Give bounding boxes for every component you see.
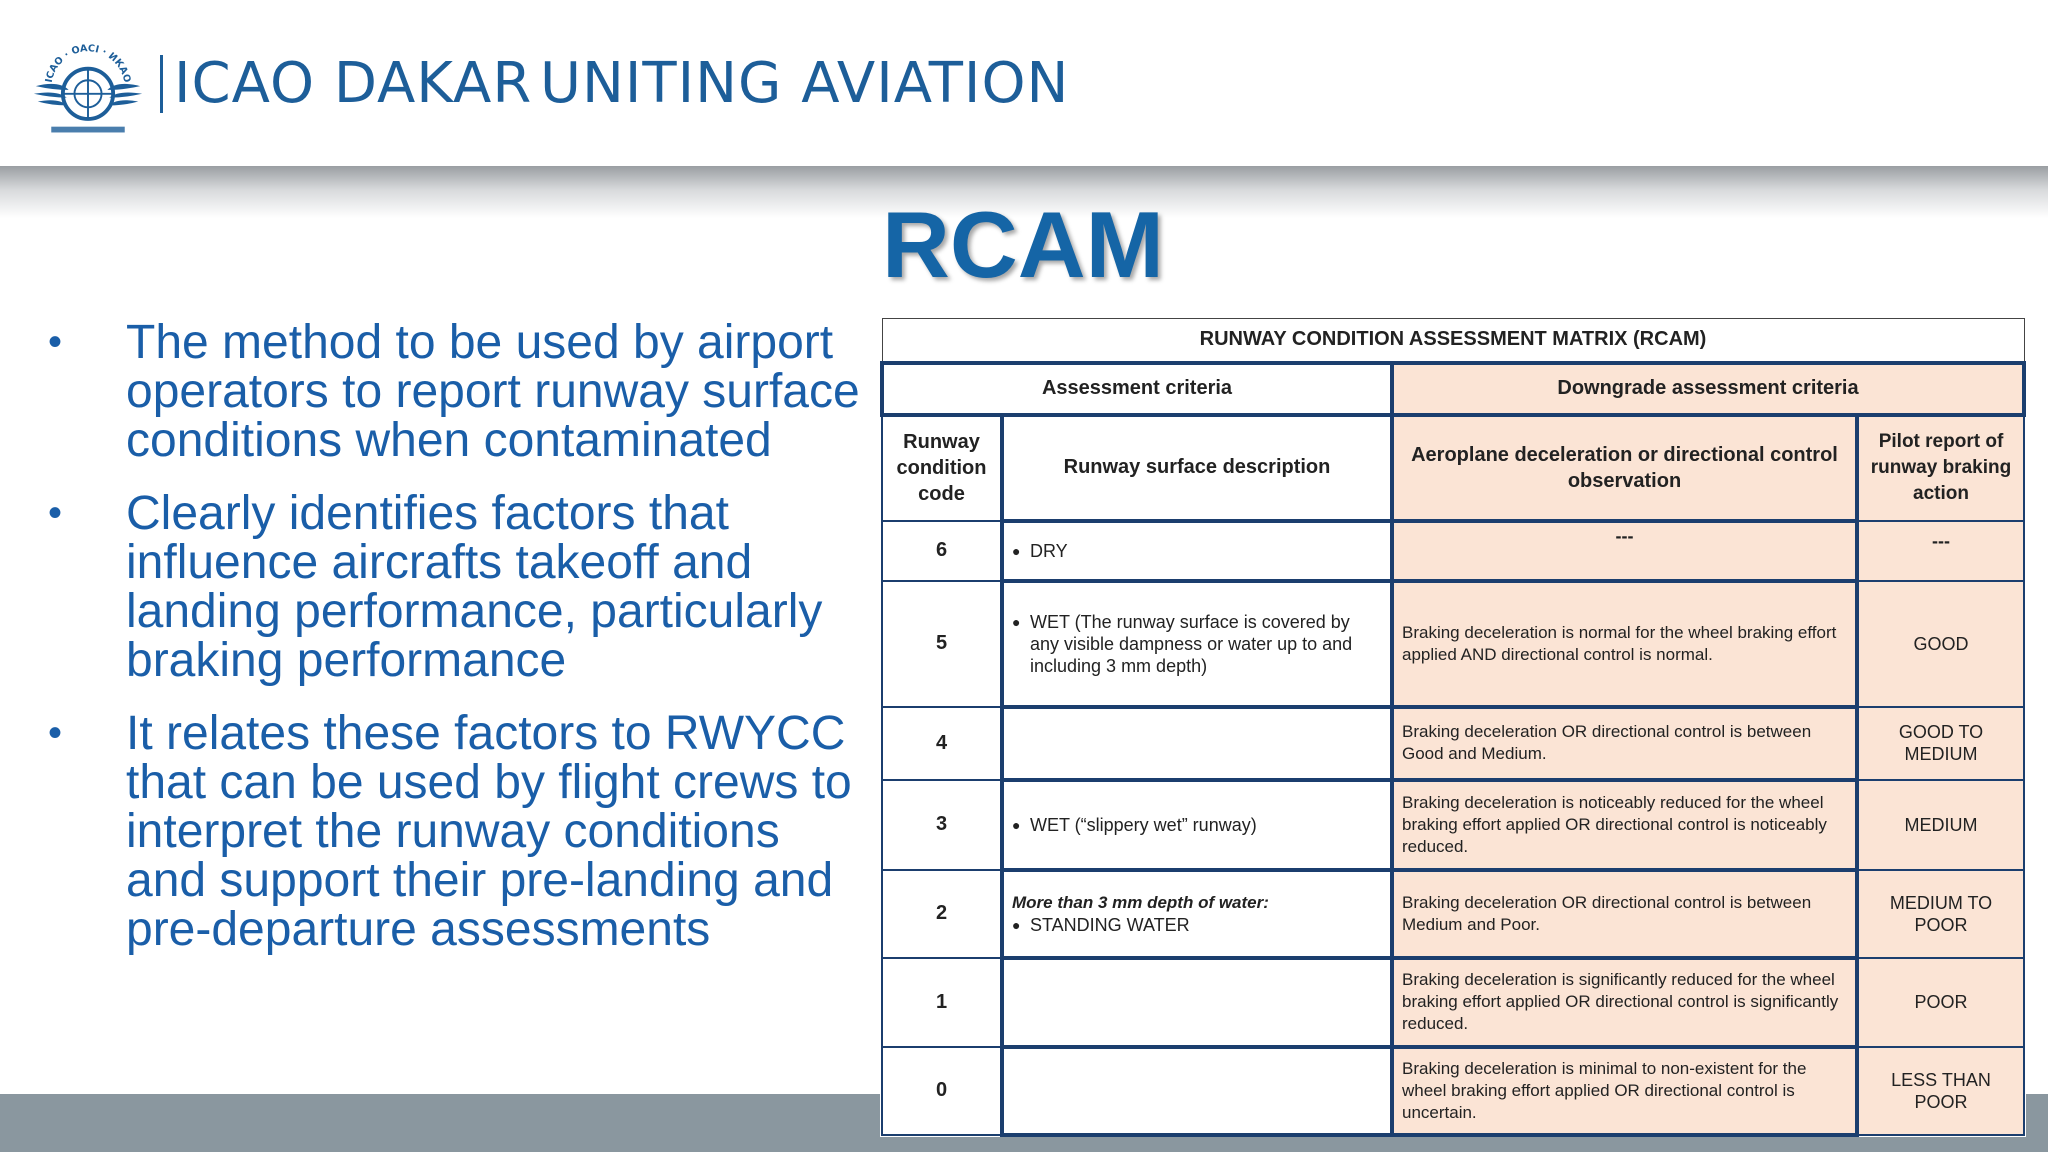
table-caption: RUNWAY CONDITION ASSESSMENT MATRIX (RCAM) bbox=[882, 319, 2024, 363]
table-row bbox=[882, 780, 2024, 870]
row-code: 4 bbox=[882, 707, 1002, 780]
row-surface: More than 3 mm depth of water: ● STANDING WATER bbox=[1002, 870, 1392, 958]
row-surface bbox=[1002, 707, 1392, 780]
slogan: UNITING AVIATION bbox=[540, 51, 1070, 116]
row-observation: Braking deceleration is significantly reduced for the wheel braking effort applied OR directional control is significantly reduced. bbox=[1392, 958, 1857, 1047]
row-code: 5 bbox=[882, 581, 1002, 707]
col-header-surface: Runway surface description bbox=[1002, 415, 1392, 521]
table-row bbox=[882, 707, 2024, 780]
col-header-pilot: Pilot report of runway braking action bbox=[1857, 415, 2024, 521]
bullet-list bbox=[40, 318, 870, 978]
bullet-dot-icon: • bbox=[48, 711, 63, 755]
table-row bbox=[882, 958, 2024, 1047]
row-pilot: GOOD TO MEDIUM bbox=[1857, 707, 2024, 780]
row-code: 0 bbox=[882, 1047, 1002, 1135]
rcam-table bbox=[880, 318, 2026, 1137]
row-pilot: POOR bbox=[1857, 958, 2024, 1047]
bullet-dot-icon: ● bbox=[1012, 816, 1021, 833]
row-observation: Braking deceleration is minimal to non-existent for the wheel braking effort applied OR directional control is uncertain. bbox=[1392, 1047, 1857, 1135]
bullet-item: • Clearly identifies factors that influence aircrafts takeoff and landing performance, particularly braking performance bbox=[48, 487, 823, 687]
bullet-dot-icon: ● bbox=[1012, 542, 1021, 559]
row-code: 2 bbox=[882, 870, 1002, 958]
svg-text:ICAO · OACI · ИКАО: ICAO · OACI · ИКАО bbox=[43, 43, 133, 84]
row-pilot: --- bbox=[1857, 521, 2024, 581]
row-surface bbox=[1002, 1047, 1392, 1135]
table-row bbox=[882, 1047, 2024, 1135]
table-row bbox=[882, 521, 2024, 581]
group-header-downgrade: Downgrade assessment criteria bbox=[1392, 363, 2024, 415]
row-pilot: MEDIUM bbox=[1857, 780, 2024, 870]
slide-title: RCAM bbox=[882, 192, 1164, 297]
table-row bbox=[882, 581, 2024, 707]
logo-divider bbox=[160, 55, 163, 113]
row-observation: Braking deceleration is noticeably reduced for the wheel braking effort applied OR directional control is noticeably reduced. bbox=[1392, 780, 1857, 870]
col-header-code: Runway condition code bbox=[882, 415, 1002, 521]
row-pilot: MEDIUM TO POOR bbox=[1857, 870, 2024, 958]
org-name: ICAO DAKAR bbox=[174, 51, 533, 116]
bullet-item: • The method to be used by airport operators to report runway surface conditions when contaminated bbox=[48, 316, 860, 467]
row-pilot: GOOD bbox=[1857, 581, 2024, 707]
row-code: 6 bbox=[882, 521, 1002, 581]
row-code: 1 bbox=[882, 958, 1002, 1047]
table-row bbox=[882, 870, 2024, 958]
header-band bbox=[0, 0, 2048, 166]
row-observation: Braking deceleration OR directional control is between Good and Medium. bbox=[1392, 707, 1857, 780]
icao-emblem-icon bbox=[30, 30, 146, 146]
col-header-observation: Aeroplane deceleration or directional control observation bbox=[1392, 415, 1857, 521]
bullet-dot-icon: • bbox=[48, 491, 63, 535]
row-surface: ● DRY bbox=[1002, 521, 1392, 581]
row-surface: ● WET (“slippery wet” runway) bbox=[1002, 780, 1392, 870]
row-pilot: LESS THAN POOR bbox=[1857, 1047, 2024, 1135]
bullet-dot-icon: ● bbox=[1012, 613, 1021, 630]
row-observation: Braking deceleration OR directional control is between Medium and Poor. bbox=[1392, 870, 1857, 958]
bullet-item: • It relates these factors to RWYCC that can be used by flight crews to interpret the runway conditions and support their pre-landing and pre-departure assessments bbox=[48, 707, 852, 956]
row-observation: Braking deceleration is normal for the wheel braking effort applied AND directional control is normal. bbox=[1392, 581, 1857, 707]
row-observation: --- bbox=[1392, 521, 1857, 581]
row-surface bbox=[1002, 958, 1392, 1047]
row-surface: ● WET (The runway surface is covered by any visible dampness or water up to and including 3 mm depth) bbox=[1002, 581, 1392, 707]
bullet-dot-icon: ● bbox=[1012, 916, 1021, 933]
row-code: 3 bbox=[882, 780, 1002, 870]
bullet-dot-icon: • bbox=[48, 320, 63, 364]
group-header-assessment: Assessment criteria bbox=[882, 363, 1392, 415]
